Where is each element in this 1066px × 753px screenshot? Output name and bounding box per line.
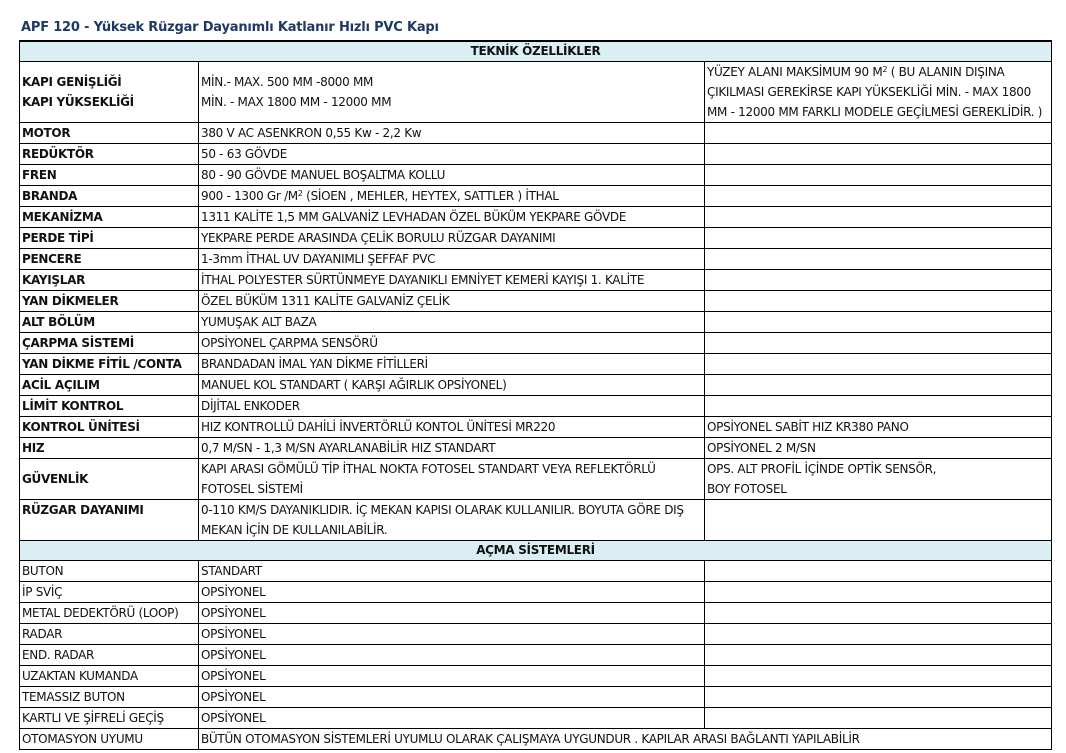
row-note: [705, 645, 1052, 666]
table-row: [20, 603, 1052, 624]
row-value: İTHAL POLYESTER SÜRTÜNMEYE DAYANIKLI EMNİYET KEMERİ KAYIŞI 1. KALİTE: [199, 270, 705, 291]
row-note: [705, 375, 1052, 396]
row-label: LİMİT KONTROL: [20, 396, 199, 417]
row-note: [705, 270, 1052, 291]
row-value: OPSİYONEL: [199, 645, 705, 666]
row-note: [705, 333, 1052, 354]
row-label: YAN DİKME FİTİL /CONTA: [20, 354, 199, 375]
row-label: REDÜKTÖR: [20, 144, 199, 165]
row-value: MANUEL KOL STANDART ( KARŞI AĞIRLIK OPSİYONEL): [199, 375, 705, 396]
row-note: [705, 561, 1052, 582]
row-value: OPSİYONEL: [199, 624, 705, 645]
row-label: PENCERE: [20, 249, 199, 270]
row-note: [705, 500, 1052, 541]
row-label: YAN DİKMELER: [20, 291, 199, 312]
branda-superscript: 2: [297, 189, 303, 198]
table-row: [20, 228, 1052, 249]
row-label: GÜVENLİK: [20, 459, 199, 500]
table-row: [20, 354, 1052, 375]
table-row: [20, 375, 1052, 396]
section-header-opening: [20, 541, 1052, 561]
row-value: STANDART: [199, 561, 705, 582]
row-label: İP SVİÇ: [20, 582, 199, 603]
table-row: [20, 123, 1052, 144]
table-row: [20, 624, 1052, 645]
row-value: OPSİYONEL: [199, 603, 705, 624]
row-value: DİJİTAL ENKODER: [199, 396, 705, 417]
row-note: [705, 123, 1052, 144]
row-note: OPSİYONEL SABİT HIZ KR380 PANO: [705, 417, 1052, 438]
security-value-line: FOTOSEL SİSTEMİ: [201, 482, 303, 496]
table-row: [20, 438, 1052, 459]
section-title: AÇMA SİSTEMLERİ: [20, 541, 1052, 561]
row-label: FREN: [20, 165, 199, 186]
row-value: OPSİYONEL: [199, 687, 705, 708]
row-value: [199, 62, 705, 123]
width-label: KAPI GENİŞLİĞİ: [22, 75, 122, 89]
table-row-dimensions: [20, 62, 1052, 123]
row-note: [705, 624, 1052, 645]
row-value: 380 V AC ASENKRON 0,55 Kw - 2,2 Kw: [199, 123, 705, 144]
row-note: [705, 354, 1052, 375]
row-value: 0,7 M/SN - 1,3 M/SN AYARLANABİLİR HIZ STANDART: [199, 438, 705, 459]
row-label: TEMASSIZ BUTON: [20, 687, 199, 708]
row-label: MOTOR: [20, 123, 199, 144]
row-label: BRANDA: [20, 186, 199, 207]
table-row: [20, 561, 1052, 582]
row-note: [705, 165, 1052, 186]
row-value: OPSİYONEL: [199, 708, 705, 729]
row-label: KAYIŞLAR: [20, 270, 199, 291]
row-note: [705, 312, 1052, 333]
row-note: [705, 459, 1052, 500]
row-label: ALT BÖLÜM: [20, 312, 199, 333]
table-row: [20, 291, 1052, 312]
table-row-wind: [20, 500, 1052, 541]
row-note: [705, 291, 1052, 312]
row-note: OPSİYONEL 2 M/SN: [705, 438, 1052, 459]
row-note: [705, 186, 1052, 207]
row-note: [705, 708, 1052, 729]
row-label: METAL DEDEKTÖRÜ (LOOP): [20, 603, 199, 624]
row-value: 1-3mm İTHAL UV DAYANIMLI ŞEFFAF PVC: [199, 249, 705, 270]
row-note: [705, 249, 1052, 270]
row-note: [705, 207, 1052, 228]
row-label: UZAKTAN KUMANDA: [20, 666, 199, 687]
section-header-technical: [20, 41, 1052, 62]
row-note: [705, 144, 1052, 165]
row-note: [705, 62, 1052, 123]
table-row-branda: [20, 186, 1052, 207]
branda-value: 900 - 1300 Gr /M: [201, 189, 298, 203]
row-value: BÜTÜN OTOMASYON SİSTEMLERİ UYUMLU OLARAK ÇALIŞMAYA UYGUNDUR . KAPILAR ARASI BAĞLANTI YAPILABİLİR: [199, 729, 1052, 750]
row-label: KARTLI VE ŞİFRELİ GEÇİŞ: [20, 708, 199, 729]
row-label: PERDE TİPİ: [20, 228, 199, 249]
row-label: END. RADAR: [20, 645, 199, 666]
row-value: 80 - 90 GÖVDE MANUEL BOŞALTMA KOLLU: [199, 165, 705, 186]
row-label: HIZ: [20, 438, 199, 459]
row-label: RADAR: [20, 624, 199, 645]
row-note: [705, 396, 1052, 417]
row-value: [199, 186, 705, 207]
row-value: BRANDADAN İMAL YAN DİKME FİTİLLERİ: [199, 354, 705, 375]
security-value-line: KAPI ARASI GÖMÜLÜ TİP İTHAL NOKTA FOTOSEL STANDART VEYA REFLEKTÖRLÜ: [201, 462, 656, 476]
row-value: HIZ KONTROLLÜ DAHİLİ İNVERTÖRLÜ KONTOL ÜNİTESİ MR220: [199, 417, 705, 438]
table-row: [20, 582, 1052, 603]
row-value: YUMUŞAK ALT BAZA: [199, 312, 705, 333]
table-row: [20, 312, 1052, 333]
table-row: [20, 165, 1052, 186]
table-row: [20, 207, 1052, 228]
table-row: [20, 417, 1052, 438]
branda-value-rest: (SİOEN , MEHLER, HEYTEX, SATTLER ) İTHAL: [302, 189, 559, 203]
row-note: [705, 228, 1052, 249]
row-value: YEKPARE PERDE ARASINDA ÇELİK BORULU RÜZGAR DAYANIMI: [199, 228, 705, 249]
row-value: OPSİYONEL: [199, 582, 705, 603]
note-text-rest: ( BU ALANIN DIŞINA ÇIKILMASI GEREKİRSE KAPI YÜKSEKLİĞİ MİN. - MAX 1800 MM - 12000 MM FARKLI MODELE GEÇİLMESİ GEREKLİDİR. ): [707, 65, 1043, 119]
row-note: [705, 666, 1052, 687]
row-value: [199, 459, 705, 500]
note-text: YÜZEY ALANI MAKSİMUM 90 M: [707, 65, 883, 79]
row-value: OPSİYONEL ÇARPMA SENSÖRÜ: [199, 333, 705, 354]
row-value: 50 - 63 GÖVDE: [199, 144, 705, 165]
height-label: KAPI YÜKSEKLİĞİ: [22, 95, 134, 109]
row-label: BUTON: [20, 561, 199, 582]
security-note-line: OPS. ALT PROFİL İÇİNDE OPTİK SENSÖR,: [707, 462, 937, 476]
document-title: APF 120 - Yüksek Rüzgar Dayanımlı Katlanır Hızlı PVC Kapı: [21, 20, 439, 35]
table-row: [20, 144, 1052, 165]
table-row: [20, 249, 1052, 270]
section-title: TEKNİK ÖZELLİKLER: [20, 41, 1052, 62]
note-superscript: 2: [882, 65, 888, 74]
row-value: ÖZEL BÜKÜM 1311 KALİTE GALVANİZ ÇELİK: [199, 291, 705, 312]
table-row: [20, 645, 1052, 666]
table-row-security: [20, 459, 1052, 500]
table-row: [20, 270, 1052, 291]
table-row: [20, 396, 1052, 417]
height-value: MİN. - MAX 1800 MM - 12000 MM: [201, 95, 392, 109]
table-row-automation: [20, 729, 1052, 750]
security-note-line: BOY FOTOSEL: [707, 482, 787, 496]
table-row: [20, 708, 1052, 729]
row-value: [199, 500, 705, 541]
wind-value-line: 0-110 KM/S DAYANIKLIDIR. İÇ MEKAN KAPISI OLARAK KULLANILIR. BOYUTA GÖRE DIŞ: [201, 503, 684, 517]
row-label: [20, 62, 199, 123]
row-note: [705, 582, 1052, 603]
spec-table: [19, 40, 1052, 750]
table-row: [20, 666, 1052, 687]
row-note: [705, 687, 1052, 708]
table-row: [20, 333, 1052, 354]
row-note: [705, 603, 1052, 624]
row-label: ACİL AÇILIM: [20, 375, 199, 396]
table-row: [20, 687, 1052, 708]
row-label: ÇARPMA SİSTEMİ: [20, 333, 199, 354]
row-label: RÜZGAR DAYANIMI: [20, 500, 199, 541]
row-label: KONTROL ÜNİTESİ: [20, 417, 199, 438]
width-value: MİN.- MAX. 500 MM -8000 MM: [201, 75, 374, 89]
wind-value-line: MEKAN İÇİN DE KULLANILABİLİR.: [201, 523, 388, 537]
row-value: 1311 KALİTE 1,5 MM GALVANİZ LEVHADAN ÖZEL BÜKÜM YEKPARE GÖVDE: [199, 207, 705, 228]
row-label: MEKANİZMA: [20, 207, 199, 228]
row-value: OPSİYONEL: [199, 666, 705, 687]
row-label: OTOMASYON UYUMU: [20, 729, 199, 750]
